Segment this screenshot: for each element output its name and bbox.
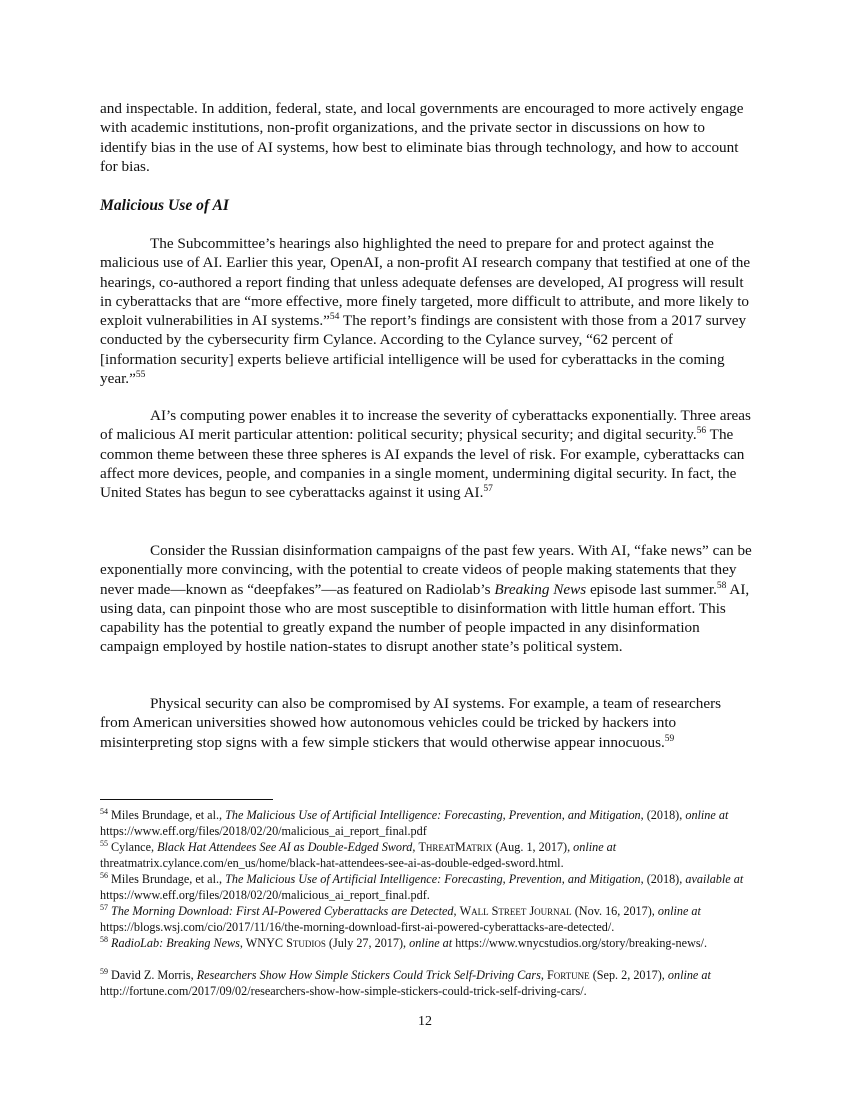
footnote-ref-56[interactable]: 56 xyxy=(696,426,707,437)
footnote-57: $^{57}$ The Morning Download: First AI-Powered Cyberattacks are Detected, Wall Street Journal (Nov. 16, 2017), online at https://blogs.wsj.com/cio/2017/11/16/the-morning-download-first-ai-powered-cyberattacks-are-detected/. xyxy=(100,903,701,934)
footnote-54: $^{54}$ Miles Brundage, et al., The Malicious Use of Artificial Intelligence: Forecasting, Prevention, and Mitigation, (2018), online at https://www.eff.org/files/2018/02/20/malicious_ai_report_final.pdf xyxy=(100,807,729,838)
footnote-56-link[interactable]: https://www.eff.org/files/2018/02/20/malicious_ai_report_final.pdf. xyxy=(100,888,430,902)
footnote-58-link[interactable]: https://www.wnycstudios.org/story/breaking-news/. xyxy=(452,936,708,950)
footnote-55-link[interactable]: threatmatrix.cylance.com/en_us/home/black-hat-attendees-see-ai-as-double-edged-sword.html. xyxy=(100,856,564,870)
paragraph-bias-continued: and inspectable. In addition, federal, state, and local governments are encouraged to more actively engage with academic institutions, non-profit organizations, and the private sector in discussions on how to identify bias in the use of AI systems, how best to eliminate bias through technology, and how to account for bias. xyxy=(100,100,744,175)
footnote-56: $^{56}$ Miles Brundage, et al., The Malicious Use of Artificial Intelligence: Forecasting, Prevention, and Mitigation, (2018), available at https://www.eff.org/files/2018/02/20/malicious_ai_report_final.pdf. xyxy=(100,871,744,902)
footnote-ref-58[interactable]: 58 xyxy=(716,580,727,591)
footnote-58: $^{58}$ RadioLab: Breaking News, WNYC Studios (July 27, 2017), online at https://www.wnycstudios.org/story/breaking-news/. xyxy=(100,935,708,950)
footnote-ref-55[interactable]: 55 xyxy=(135,370,146,381)
paragraph-malicious-use: The Subcommittee’s hearings also highlighted the need to prepare for and protect against the malicious use of AI. Earlier this year, OpenAI, a non-profit AI research company that testified at one of the hearings, co-authored a report finding that unless adequate defenses are developed, AI progress will result in cyberattacks that are “more effective, more finely targeted, more difficult to attribute, and more likely to exploit vulnerabilities in AI systems.”$^{54}$ The report’s findings are consistent with those from a 2017 survey conducted by the cybersecurity firm Cylance. According to the Cylance survey, “62 percent of [information security] experts believe artificial intelligence will be used for cyberattacks in the coming year.”$^{55}$ xyxy=(100,235,751,388)
section-heading: Malicious Use of AI xyxy=(100,197,229,214)
footnote-59-link[interactable]: http://fortune.com/2017/09/02/researchers-show-how-simple-stickers-could-trick-self-driving-cars/. xyxy=(100,984,587,998)
paragraph-disinformation: Consider the Russian disinformation campaigns of the past few years. With AI, “fake news” can be exponentially more convincing, with the potential to create videos of people making statements that they never made—known as “deepfakes”—as featured on Radiolab’s Breaking News episode last summer.$^{58}$ AI, using data, can pinpoint those who are most susceptible to disinformation with little human effort. This capability has the potential to greatly expand the number of people impacted in any disinformation campaign employed by hostile nation-states to disrupt another state’s political system. xyxy=(100,542,752,656)
footnote-54-link[interactable]: https://www.eff.org/files/2018/02/20/malicious_ai_report_final.pdf xyxy=(100,824,427,838)
footnote-ref-54[interactable]: 54 xyxy=(329,312,340,323)
footnote-ref-59[interactable]: 59 xyxy=(664,733,675,744)
footnote-55: $^{55}$ Cylance, Black Hat Attendees See AI as Double-Edged Sword, ThreatMatrix (Aug. 1, 2017), online at threatmatrix.cylance.com/en_us/home/black-hat-attendees-see-ai-as-double-edged-sword.html. xyxy=(100,839,617,870)
paragraph-physical-security: Physical security can also be compromised by AI systems. For example, a team of researchers from American universities showed how autonomous vehicles could be tricked by hackers into misinterpreting stop signs with a few simple stickers that would otherwise appear innocuous.$^{59}$ xyxy=(100,695,722,751)
paragraph-computing-power: AI’s computing power enables it to increase the severity of cyberattacks exponentially. Three areas of malicious AI merit particular attention: political security; physical security; and digital security.$^{56}$ The common theme between these three spheres is AI expands the level of risk. For example, cyberattacks can affect more devices, people, and companies in a single moment, undermining digital security. In fact, the United States has begun to see cyberattacks against it using AI.$^{57}$ xyxy=(100,407,751,502)
footnote-57-link[interactable]: https://blogs.wsj.com/cio/2017/11/16/the-morning-download-first-ai-powered-cyberattacks-are-detected/. xyxy=(100,920,615,934)
footnote-ref-57[interactable]: 57 xyxy=(483,484,493,495)
footnote-divider xyxy=(100,799,273,800)
page-number: 12 xyxy=(418,1014,432,1029)
footnote-59: $^{59}$ David Z. Morris, Researchers Show How Simple Stickers Could Trick Self-Driving Cars, Fortune (Sep. 2, 2017), online at http://fortune.com/2017/09/02/researchers-show-how-simple-stickers-could-trick-self-driving-cars/. xyxy=(100,967,711,998)
